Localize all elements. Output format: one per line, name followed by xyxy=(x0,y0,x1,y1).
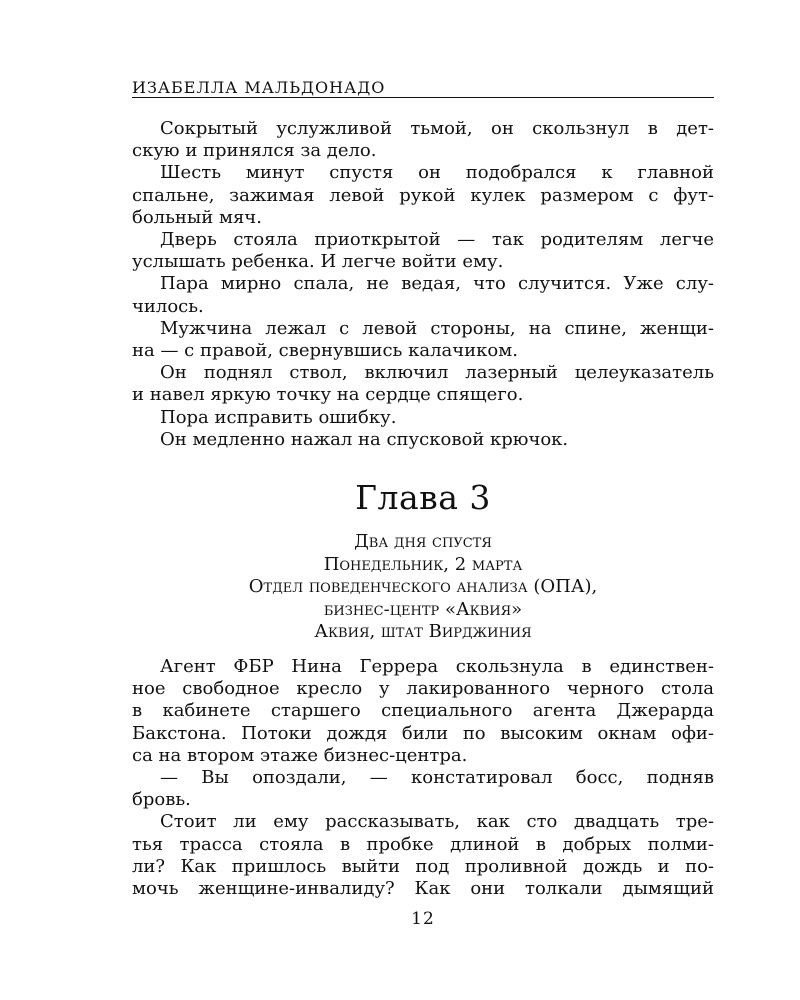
paragraph xyxy=(132,118,714,162)
chapter-meta-line: Два дня спустя xyxy=(354,531,492,552)
text-line: на — с правой, свернувшись калачиком. xyxy=(132,340,518,362)
book-page xyxy=(132,0,714,1000)
text-line: са на втором этаже бизнес-центра. xyxy=(132,744,468,766)
text-line: в кабинете старшего специального агента Джерарда xyxy=(132,700,714,722)
page-number: 12 xyxy=(411,909,435,929)
paragraph xyxy=(132,273,714,317)
text-line: спальне, зажимая левой рукой кулек размером с фут- xyxy=(132,184,714,206)
paragraph xyxy=(132,656,714,767)
paragraph xyxy=(132,362,714,406)
paragraph xyxy=(132,429,714,451)
paragraph xyxy=(132,407,714,429)
text-line: больный мяч. xyxy=(132,206,262,228)
text-line: услышать ребенка. И легче войти ему. xyxy=(132,251,504,273)
chapter-meta-line: бизнес-центр «Аквия» xyxy=(323,598,523,620)
text-line: тья трасса стояла в пробке длиной в добрых полми- xyxy=(132,833,714,855)
text-line: Пора исправить ошибку. xyxy=(160,406,397,428)
text-line: бровь. xyxy=(132,789,191,811)
text-block-bottom xyxy=(132,656,714,900)
text-line: Шесть минут спустя он подобрался к главной xyxy=(160,162,714,184)
text-line: Дверь стояла приоткрытой — так родителям легче xyxy=(160,229,714,251)
text-line: Агент ФБР Нина Геррера скользнула в единствен- xyxy=(160,656,714,677)
running-head-author: ИЗАБЕЛЛА МАЛЬДОНАДО xyxy=(132,78,386,97)
text-line: мочь женщине-инвалиду? Как они толкали дымящий xyxy=(132,878,714,900)
chapter-epigraph xyxy=(132,531,714,644)
text-line: и навел яркую точку на сердце спящего. xyxy=(132,384,524,406)
text-line: Стоит ли ему рассказывать, как сто двадцать тре- xyxy=(160,811,714,833)
text-line: Бакстона. Потоки дождя били по высоким окнам офи- xyxy=(132,722,714,744)
text-line: ли? Как пришлось выйти под проливной дождь и по- xyxy=(132,855,714,877)
chapter-meta-line: Отдел поведенческого анализа (ОПА), xyxy=(248,576,598,597)
paragraph xyxy=(132,162,714,229)
text-line: Пара мирно спала, не ведая, что случится. Уже слу- xyxy=(160,273,714,295)
text-block-top xyxy=(132,118,714,451)
text-line: Он поднял ствол, включил лазерный целеуказатель xyxy=(160,362,714,384)
paragraph xyxy=(132,767,714,811)
text-line: — Вы опоздали, — констатировал босс, подняв xyxy=(160,767,714,789)
header-rule xyxy=(132,97,714,98)
text-line: Он медленно нажал на спусковой крючок. xyxy=(160,428,569,450)
text-line: ное свободное кресло у лакированного черного стола xyxy=(132,678,714,700)
text-line: скую и принялся за дело. xyxy=(132,140,377,162)
paragraph xyxy=(132,229,714,273)
text-line: Мужчина лежал с левой стороны, на спине, женщи- xyxy=(160,317,714,339)
paragraph xyxy=(132,318,714,362)
chapter-meta-line: Понедельник, 2 марта xyxy=(323,553,523,575)
chapter-title: Глава 3 xyxy=(355,478,491,517)
text-line: Сокрытый услужливой тьмой, он скользнул в дет- xyxy=(160,118,714,139)
paragraph xyxy=(132,811,714,900)
chapter-meta-line: Аквия, штат Вирджиния xyxy=(314,621,532,642)
text-line: чилось. xyxy=(132,295,204,317)
